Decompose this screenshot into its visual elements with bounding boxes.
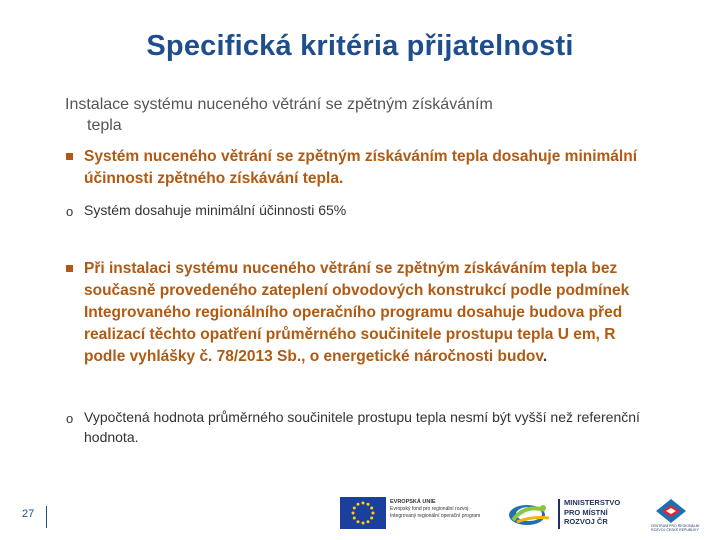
bullet-text-1: Systém nuceného větrání se zpětným získáváním tepla dosahuje minimální účinnosti zpětného získávání tepla. — [84, 148, 638, 187]
sub-item-1 — [66, 200, 656, 220]
page-number: 27 — [22, 508, 35, 520]
eu-fund-text: Evropský fond pro regionální rozvoj — [390, 506, 469, 512]
crr-logo-text: CENTRUM PRO REGIONÁLNÍ ROZVOJ ČESKÉ REPUBLIKY — [650, 524, 700, 532]
bullet-item-2 — [66, 258, 656, 368]
eu-program-text: Integrovaný regionální operační program — [390, 513, 481, 519]
circle-bullet-icon: o — [66, 411, 74, 426]
sub-text-2: Vypočtená hodnota průměrného součinitele prostupu tepla nesmí být vyšší než referenční hodnota. — [84, 409, 640, 445]
intro-line-2: tepla — [87, 117, 122, 134]
slide-title: Specifická kritéria přijatelnosti — [146, 30, 574, 62]
intro-text — [65, 94, 625, 136]
bullet-text-2-main: Při instalaci systému nuceného větrání se zpětným získáváním tepla bez současně provedeného zateplení obvodových konstrukcí podle podmínek Integrovaného regionálního operačního programu dosahuje budova před realizací těchto opatření průměrného součinitele prostupu tepla U em, R podle vyhlášky č. 78/2013 Sb., o energetické náročnosti budov — [84, 260, 630, 365]
eu-text-block — [390, 499, 500, 520]
bullet-text-2 — [66, 258, 656, 368]
sub-item-2 — [66, 407, 656, 447]
eu-flag-icon — [340, 497, 386, 529]
sub-text-1: Systém dosahuje minimální účinnosti 65% — [84, 202, 347, 218]
intro-line-1: Instalace systému nuceného větrání se zpětným získáváním — [65, 96, 493, 113]
ministry-line-1: MINISTERSTVO — [564, 498, 621, 507]
eu-title: EVROPSKÁ UNIE — [390, 499, 436, 505]
irop-logo-icon — [505, 500, 553, 528]
ministry-line-2: PRO MÍSTNÍ — [564, 507, 608, 517]
square-bullet-icon — [66, 265, 73, 272]
ministry-logo-text — [564, 498, 634, 527]
ministry-line-3: ROZVOJ ČR — [564, 517, 608, 526]
bullet-item-1 — [66, 146, 656, 190]
circle-bullet-icon: o — [66, 204, 74, 219]
bullet-text-2-end: . — [542, 348, 548, 365]
footer-divider — [46, 506, 47, 528]
square-bullet-icon — [66, 153, 73, 160]
